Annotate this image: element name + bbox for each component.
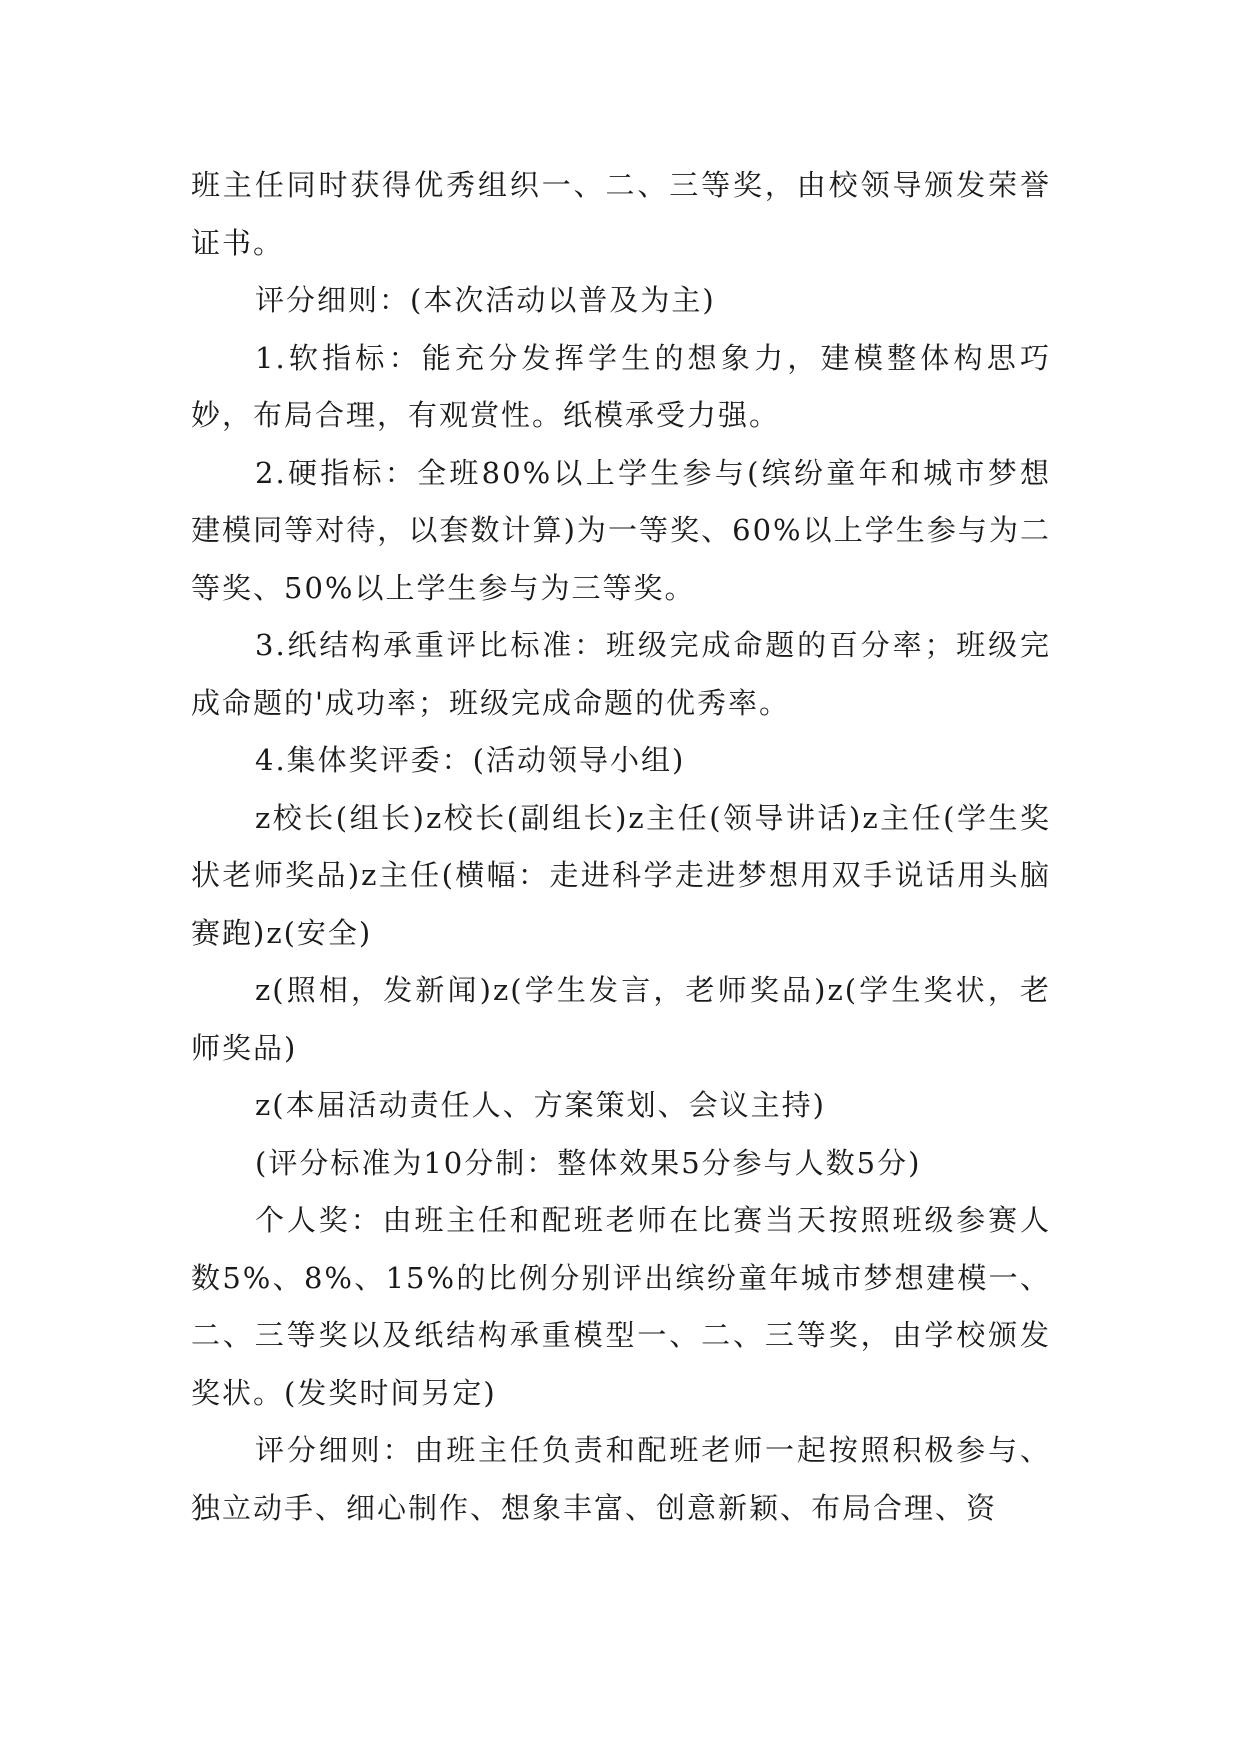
paragraph-judges-heading: 4.集体奖评委：(活动领导小组) xyxy=(255,743,686,777)
paragraph-individual-award: 个人奖：由班主任和配班老师在比赛当天按照班级参赛人数5%、8%、15%的比例分别评出缤纷童年城市梦想建模一、二、三等奖以及纸结构承重模型一、二、三等奖，由学校颁发奖状。(发奖时间另定) xyxy=(191,1203,1051,1410)
paragraph-scoring-rules-heading: 评分细则：(本次活动以普及为主) xyxy=(255,283,716,317)
document-body xyxy=(191,157,1051,1537)
paragraph-paper-structure-standard: 3.纸结构承重评比标准：班级完成命题的百分率；班级完成命题的'成功率；班级完成命题的优秀率。 xyxy=(191,628,1051,720)
paragraph-judges-list-2: z(照相，发新闻)z(学生发言，老师奖品)z(学生奖状，老师奖品) xyxy=(191,973,1051,1065)
paragraph-award-certificate: 班主任同时获得优秀组织一、二、三等奖，由校领导颁发荣誉证书。 xyxy=(191,168,1051,260)
paragraph-soft-indicator: 1.软指标：能充分发挥学生的想象力，建模整体构思巧妙，布局合理，有观赏性。纸模承受力强。 xyxy=(191,340,1051,432)
paragraph-scoring-scale: (评分标准为10分制：整体效果5分参与人数5分) xyxy=(255,1145,922,1180)
paragraph-judges-list-1: z校长(组长)z校长(副组长)z主任(领导讲话)z主任(学生奖状老师奖品)z主任(横幅：走进科学走进梦想用双手说话用头脑赛跑)z(安全) xyxy=(191,800,1051,950)
paragraph-individual-scoring-rules: 评分细则：由班主任负责和配班老师一起按照积极参与、独立动手、细心制作、想象丰富、创意新颖、布局合理、资 xyxy=(191,1433,1051,1525)
paragraph-hard-indicator: 2.硬指标：全班80%以上学生参与(缤纷童年和城市梦想建模同等对待，以套数计算)为一等奖、60%以上学生参与为二等奖、50%以上学生参与为三等奖。 xyxy=(191,455,1051,605)
paragraph-judges-list-3: z(本届活动责任人、方案策划、会议主持) xyxy=(255,1088,826,1122)
